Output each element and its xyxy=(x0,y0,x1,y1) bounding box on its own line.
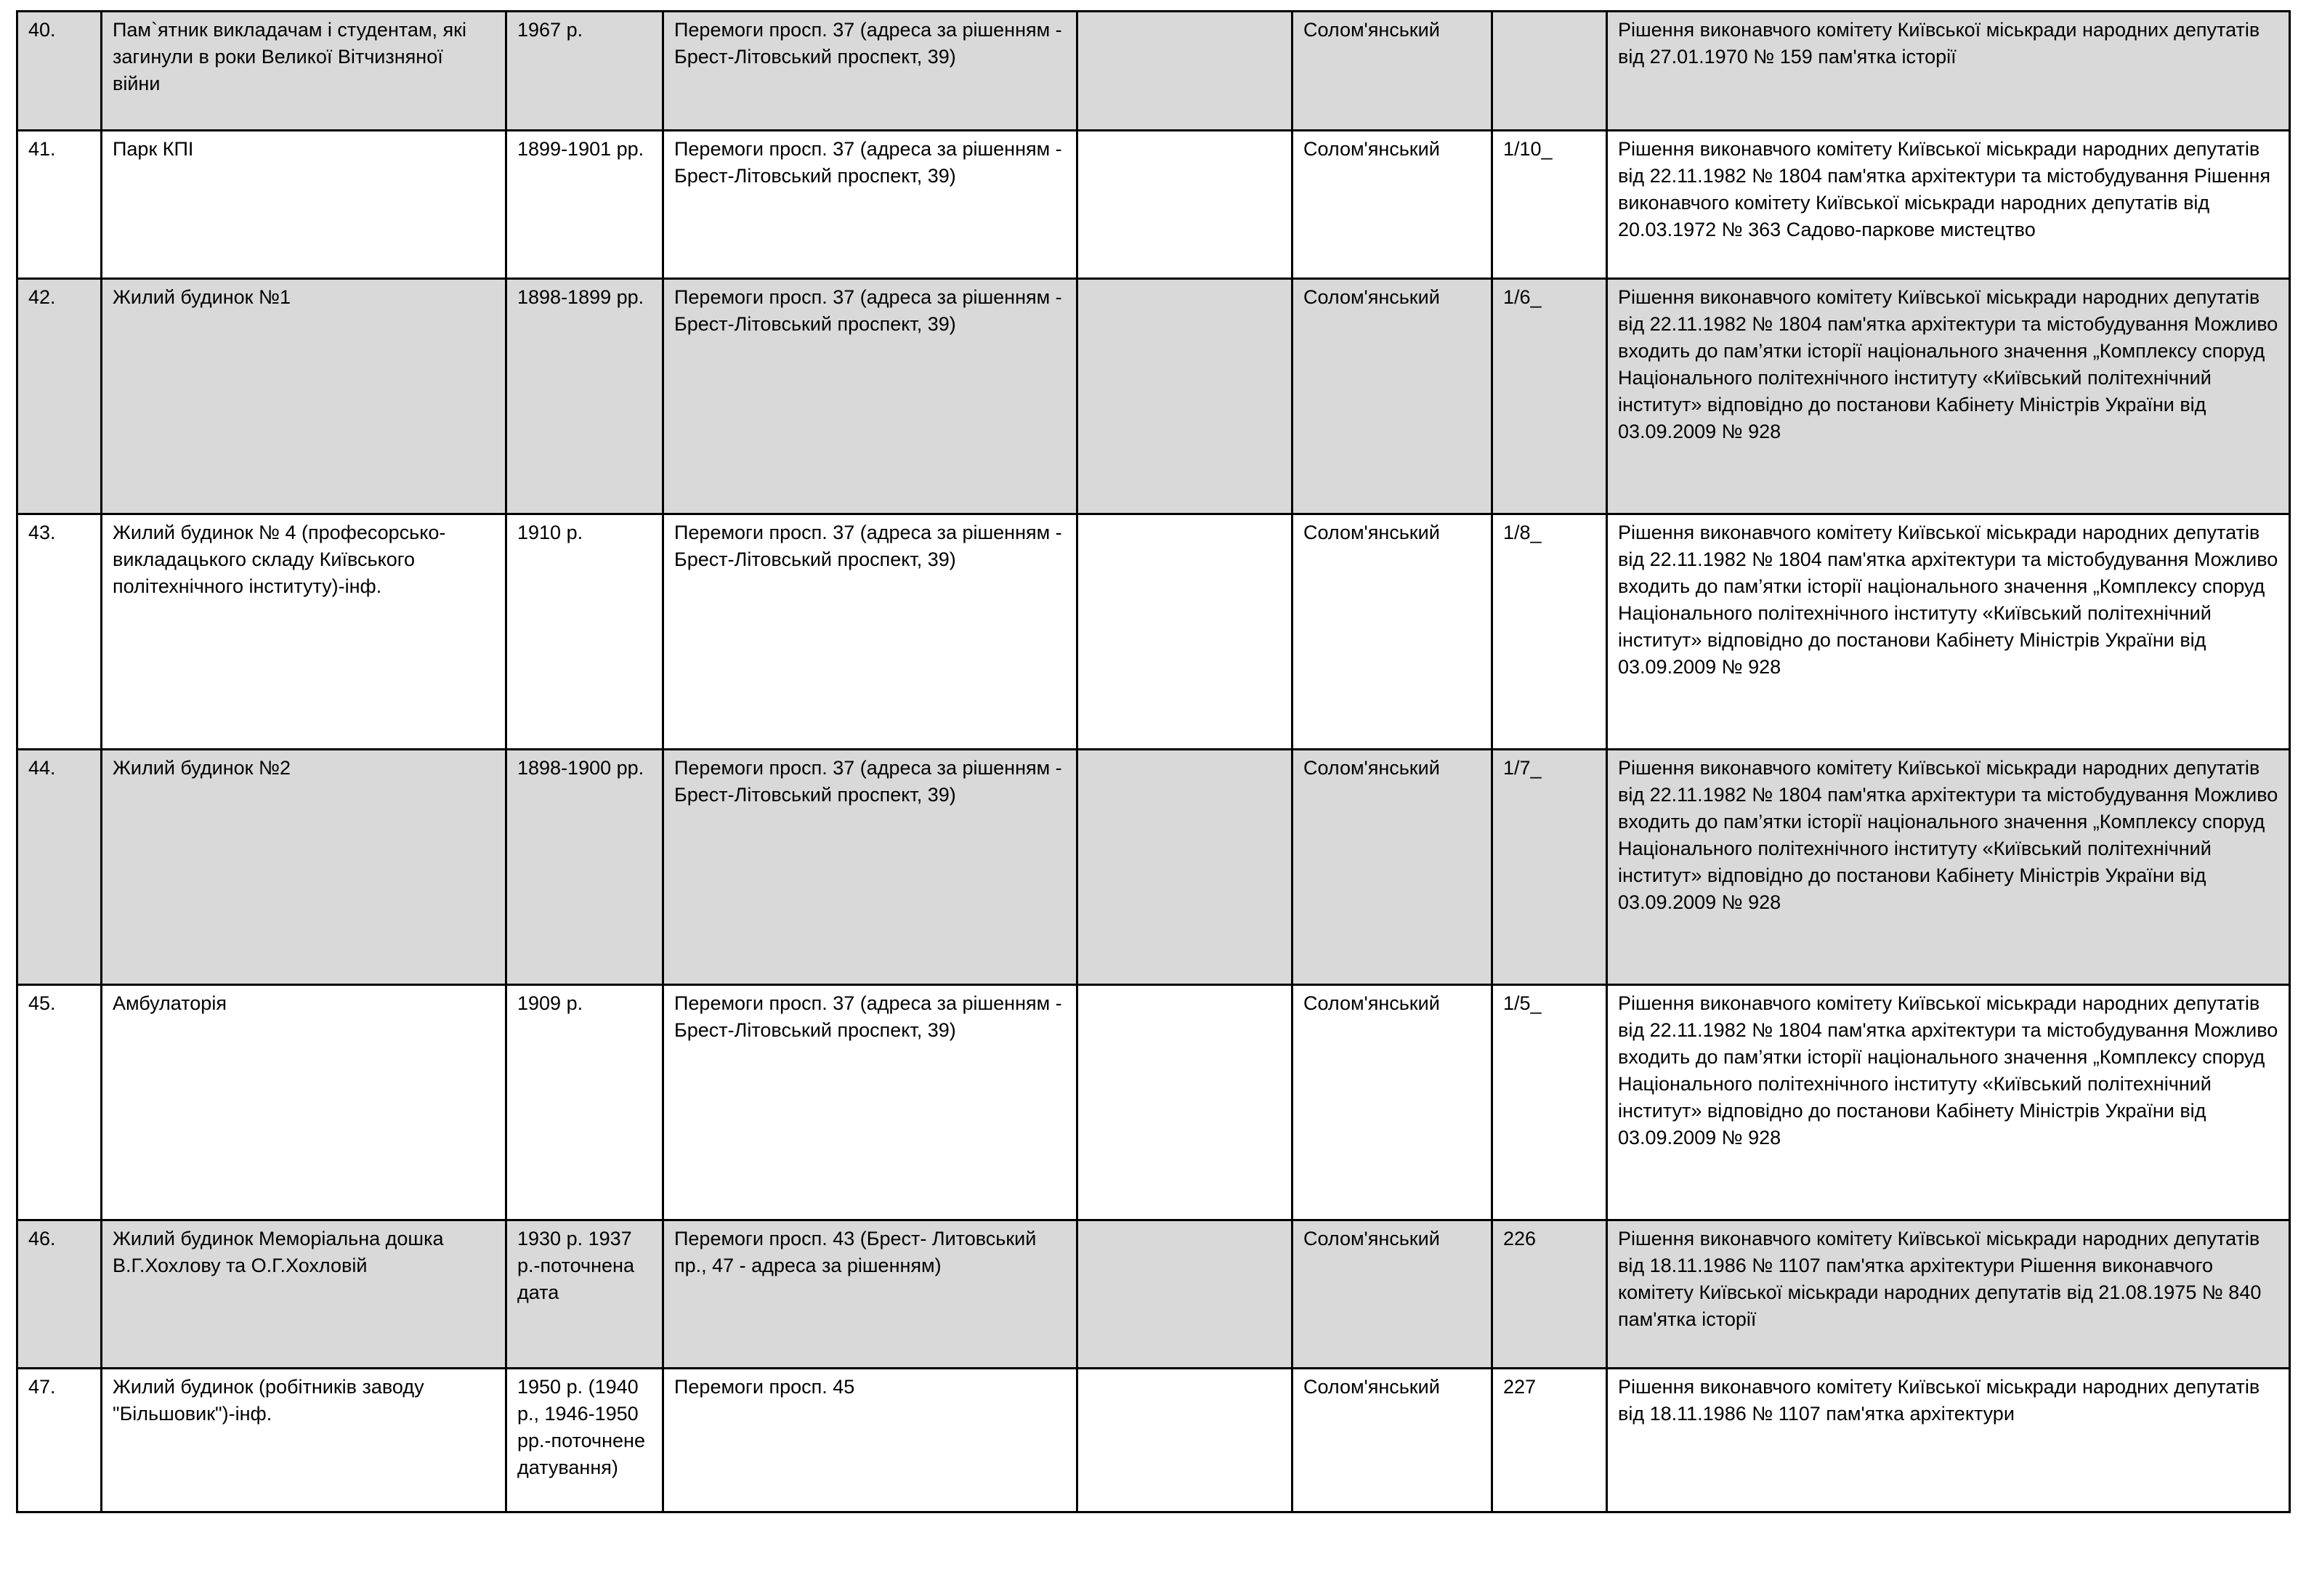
monument-address: Перемоги просп. 37 (адреса за рішенням - Брест-Літовський проспект, 39) xyxy=(663,131,1077,279)
monument-date: 1930 р. 1937 р.-поточнена дата xyxy=(506,1220,663,1369)
monument-address: Перемоги просп. 37 (адреса за рішенням - Брест-Літовський проспект, 39) xyxy=(663,514,1077,750)
empty-cell xyxy=(1077,985,1292,1220)
monument-name: Парк КПІ xyxy=(102,131,506,279)
empty-cell xyxy=(1077,1220,1292,1369)
table-row xyxy=(17,750,2290,985)
decision-text: Рішення виконавчого комітету Київської міськради народних депутатів від 22.11.1982 № 1804 пам'ятка архітектури та містобудування Можливо входить до пам’ятки історії національного значення „Комплексу споруд Національного політехнічного інституту «Київський політехнічний інститут» відповідно до постанови Кабінету Міністрів України від 03.09.2009 № 928 xyxy=(1607,985,2290,1220)
row-number: 43. xyxy=(17,514,102,750)
monument-name: Жилий будинок № 4 (професорсько-викладацького складу Київського політехнічного інституту)-інф. xyxy=(102,514,506,750)
district: Солом'янський xyxy=(1292,1369,1492,1512)
monument-address: Перемоги просп. 37 (адреса за рішенням - Брест-Літовський проспект, 39) xyxy=(663,279,1077,514)
protection-code: 1/10_ xyxy=(1492,131,1607,279)
district: Солом'янський xyxy=(1292,514,1492,750)
monument-date: 1898-1900 рр. xyxy=(506,750,663,985)
decision-text: Рішення виконавчого комітету Київської міськради народних депутатів від 18.11.1986 № 1107 пам'ятка архітектури xyxy=(1607,1369,2290,1512)
row-number: 40. xyxy=(17,12,102,131)
table-row xyxy=(17,1369,2290,1512)
decision-text: Рішення виконавчого комітету Київської міськради народних депутатів від 18.11.1986 № 1107 пам'ятка архітектури Рішення виконавчого комітету Київської міськради народних депутатів від 21.08.1975 № 840 пам'ятка історії xyxy=(1607,1220,2290,1369)
monuments-registry-table xyxy=(16,10,2291,1513)
monument-name: Амбулаторія xyxy=(102,985,506,1220)
row-number: 47. xyxy=(17,1369,102,1512)
district: Солом'янський xyxy=(1292,985,1492,1220)
monument-address: Перемоги просп. 37 (адреса за рішенням - Брест-Літовський проспект, 39) xyxy=(663,985,1077,1220)
empty-cell xyxy=(1077,1369,1292,1512)
row-number: 45. xyxy=(17,985,102,1220)
district: Солом'янський xyxy=(1292,1220,1492,1369)
protection-code: 1/5_ xyxy=(1492,985,1607,1220)
monument-address: Перемоги просп. 37 (адреса за рішенням - Брест-Літовський проспект, 39) xyxy=(663,750,1077,985)
row-number: 46. xyxy=(17,1220,102,1369)
district: Солом'янський xyxy=(1292,131,1492,279)
empty-cell xyxy=(1077,279,1292,514)
district: Солом'янський xyxy=(1292,279,1492,514)
monument-date: 1950 р. (1940 р., 1946-1950 рр.-поточнене датування) xyxy=(506,1369,663,1512)
row-number: 44. xyxy=(17,750,102,985)
monument-date: 1967 р. xyxy=(506,12,663,131)
monument-address: Перемоги просп. 43 (Брест- Литовський пр., 47 - адреса за рішенням) xyxy=(663,1220,1077,1369)
table-row xyxy=(17,279,2290,514)
monument-name: Жилий будинок Меморіальна дошка В.Г.Хохлову та О.Г.Хохловій xyxy=(102,1220,506,1369)
row-number: 41. xyxy=(17,131,102,279)
monument-address: Перемоги просп. 37 (адреса за рішенням - Брест-Літовський проспект, 39) xyxy=(663,12,1077,131)
empty-cell xyxy=(1077,514,1292,750)
protection-code: 226 xyxy=(1492,1220,1607,1369)
protection-code: 1/8_ xyxy=(1492,514,1607,750)
table-row xyxy=(17,12,2290,131)
empty-cell xyxy=(1077,750,1292,985)
empty-cell xyxy=(1077,131,1292,279)
decision-text: Рішення виконавчого комітету Київської міськради народних депутатів від 22.11.1982 № 1804 пам'ятка архітектури та містобудування Можливо входить до пам’ятки історії національного значення „Комплексу споруд Національного політехнічного інституту «Київський політехнічний інститут» відповідно до постанови Кабінету Міністрів України від 03.09.2009 № 928 xyxy=(1607,514,2290,750)
table-row xyxy=(17,514,2290,750)
table-row xyxy=(17,1220,2290,1369)
district: Солом'янський xyxy=(1292,12,1492,131)
decision-text: Рішення виконавчого комітету Київської міськради народних депутатів від 22.11.1982 № 1804 пам'ятка архітектури та містобудування Можливо входить до пам’ятки історії національного значення „Комплексу споруд Національного політехнічного інституту «Київський політехнічний інститут» відповідно до постанови Кабінету Міністрів України від 03.09.2009 № 928 xyxy=(1607,279,2290,514)
monument-name: Жилий будинок №1 xyxy=(102,279,506,514)
decision-text: Рішення виконавчого комітету Київської міськради народних депутатів від 22.11.1982 № 1804 пам'ятка архітектури та містобудування Рішення виконавчого комітету Київської міськради народних депутатів від 20.03.1972 № 363 Садово-паркове мистецтво xyxy=(1607,131,2290,279)
row-number: 42. xyxy=(17,279,102,514)
protection-code xyxy=(1492,12,1607,131)
monument-date: 1899-1901 рр. xyxy=(506,131,663,279)
monument-name: Жилий будинок (робітників заводу "Більшовик")-інф. xyxy=(102,1369,506,1512)
district: Солом'янський xyxy=(1292,750,1492,985)
monument-date: 1898-1899 рр. xyxy=(506,279,663,514)
table-row xyxy=(17,985,2290,1220)
decision-text: Рішення виконавчого комітету Київської міськради народних депутатів від 27.01.1970 № 159 пам'ятка історії xyxy=(1607,12,2290,131)
monument-date: 1910 р. xyxy=(506,514,663,750)
protection-code: 1/7_ xyxy=(1492,750,1607,985)
decision-text: Рішення виконавчого комітету Київської міськради народних депутатів від 22.11.1982 № 1804 пам'ятка архітектури та містобудування Можливо входить до пам’ятки історії національного значення „Комплексу споруд Національного політехнічного інституту «Київський політехнічний інститут» відповідно до постанови Кабінету Міністрів України від 03.09.2009 № 928 xyxy=(1607,750,2290,985)
table-row xyxy=(17,131,2290,279)
monument-name: Жилий будинок №2 xyxy=(102,750,506,985)
monument-date: 1909 р. xyxy=(506,985,663,1220)
protection-code: 1/6_ xyxy=(1492,279,1607,514)
empty-cell xyxy=(1077,12,1292,131)
monument-name: Пам`ятник викладачам і студентам, які загинули в роки Великої Вітчизняної війни xyxy=(102,12,506,131)
protection-code: 227 xyxy=(1492,1369,1607,1512)
monument-address: Перемоги просп. 45 xyxy=(663,1369,1077,1512)
